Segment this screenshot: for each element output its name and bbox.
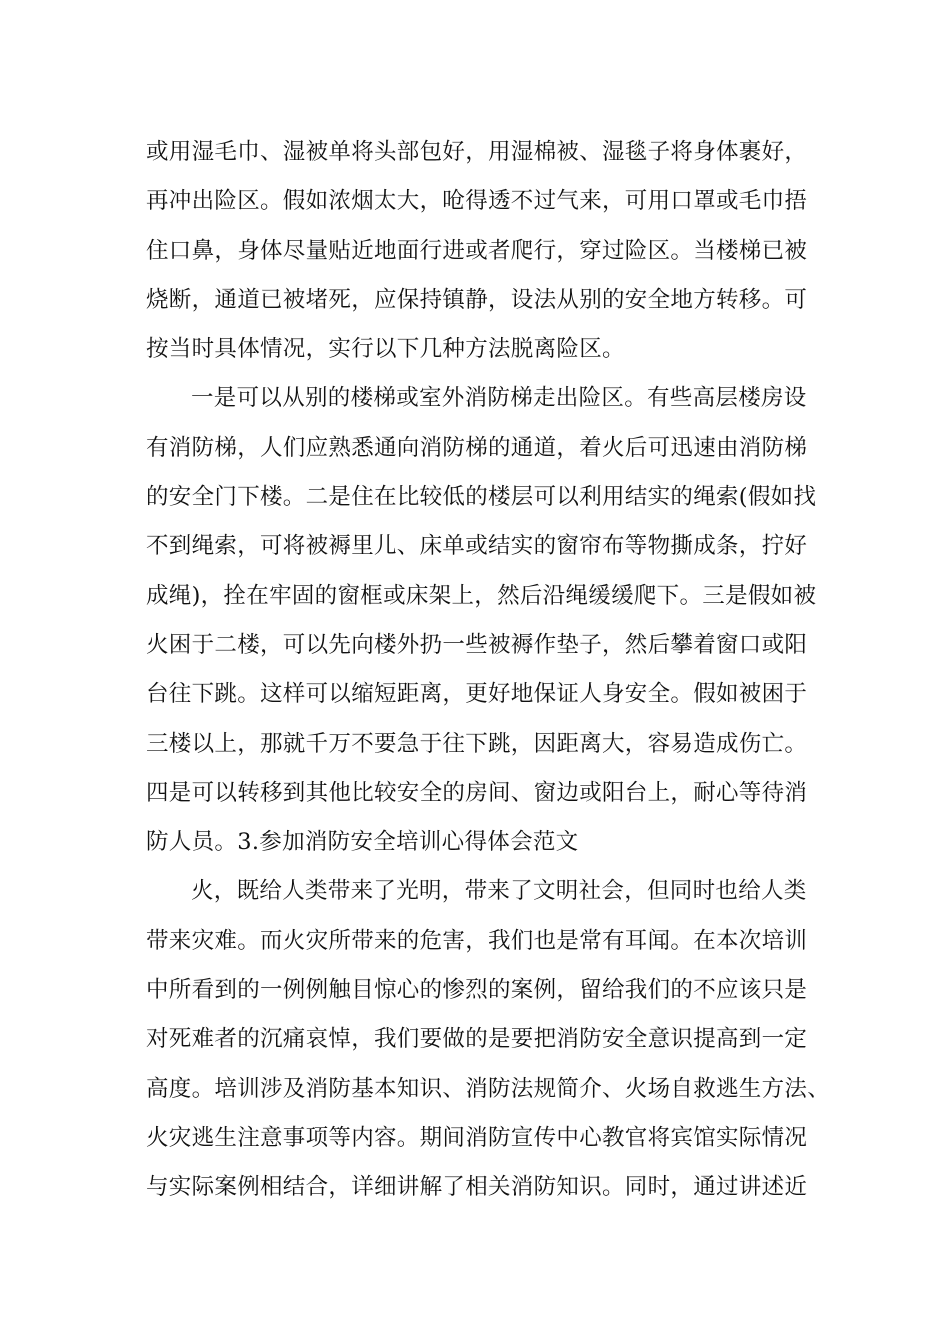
text-line: 带来灾难。而火灾所带来的危害，我们也是常有耳闻。在本次培训 bbox=[146, 927, 808, 954]
text-line: 台往下跳。这样可以缩短距离，更好地保证人身安全。假如被困于 bbox=[146, 681, 808, 708]
text-line: 有消防梯，人们应熟悉通向消防梯的通道，着火后可迅速由消防梯 bbox=[146, 434, 808, 461]
text-line: 火灾逃生注意事项等内容。期间消防宣传中心教官将宾馆实际情况 bbox=[146, 1124, 808, 1151]
text-line: 成绳)，拴在牢固的窗框或床架上，然后沿绳缓缓爬下。三是假如被 bbox=[146, 582, 817, 609]
text-line: 与实际案例相结合，详细讲解了相关消防知识。同时，通过讲述近 bbox=[146, 1174, 808, 1201]
text-line: 的安全门下楼。二是住在比较低的楼层可以利用结实的绳索(假如找 bbox=[146, 484, 817, 511]
text-line: 火困于二楼，可以先向楼外扔一些被褥作垫子，然后攀着窗口或阳 bbox=[146, 631, 808, 658]
text-line: 不到绳索，可将被褥里儿、床单或结实的窗帘布等物撕成条，拧好 bbox=[146, 533, 808, 560]
text-line: 烧断，通道已被堵死，应保持镇静，设法从别的安全地方转移。可 bbox=[146, 286, 808, 313]
text-line: 对死难者的沉痛哀悼，我们要做的是要把消防安全意识提高到一定 bbox=[146, 1026, 808, 1053]
text-line: 按当时具体情况，实行以下几种方法脱离险区。 bbox=[146, 336, 625, 363]
paragraph-first-line: 一是可以从别的楼梯或室外消防梯走出险区。有些高层楼房设 bbox=[191, 385, 807, 412]
text-line: 高度。培训涉及消防基本知识、消防法规简介、火场自救逃生方法、 bbox=[146, 1075, 831, 1102]
body-text bbox=[146, 128, 831, 1213]
text-line: 防人员。3.参加消防安全培训心得体会范文 bbox=[146, 829, 579, 856]
text-line: 或用湿毛巾、湿被单将头部包好，用湿棉被、湿毯子将身体裹好， bbox=[146, 139, 808, 165]
text-line: 中所看到的一例例触目惊心的惨烈的案例，留给我们的不应该只是 bbox=[146, 977, 808, 1004]
text-line: 三楼以上，那就千万不要急于往下跳，因距离大，容易造成伤亡。 bbox=[146, 730, 808, 757]
text-line: 四是可以转移到其他比较安全的房间、窗边或阳台上，耐心等待消 bbox=[146, 779, 808, 806]
text-line: 住口鼻，身体尽量贴近地面行进或者爬行，穿过险区。当楼梯已被 bbox=[146, 237, 808, 264]
text-line: 再冲出险区。假如浓烟太大，呛得透不过气来，可用口罩或毛巾捂 bbox=[146, 188, 808, 215]
paragraph-first-line: 火，既给人类带来了光明，带来了文明社会，但同时也给人类 bbox=[191, 878, 807, 905]
